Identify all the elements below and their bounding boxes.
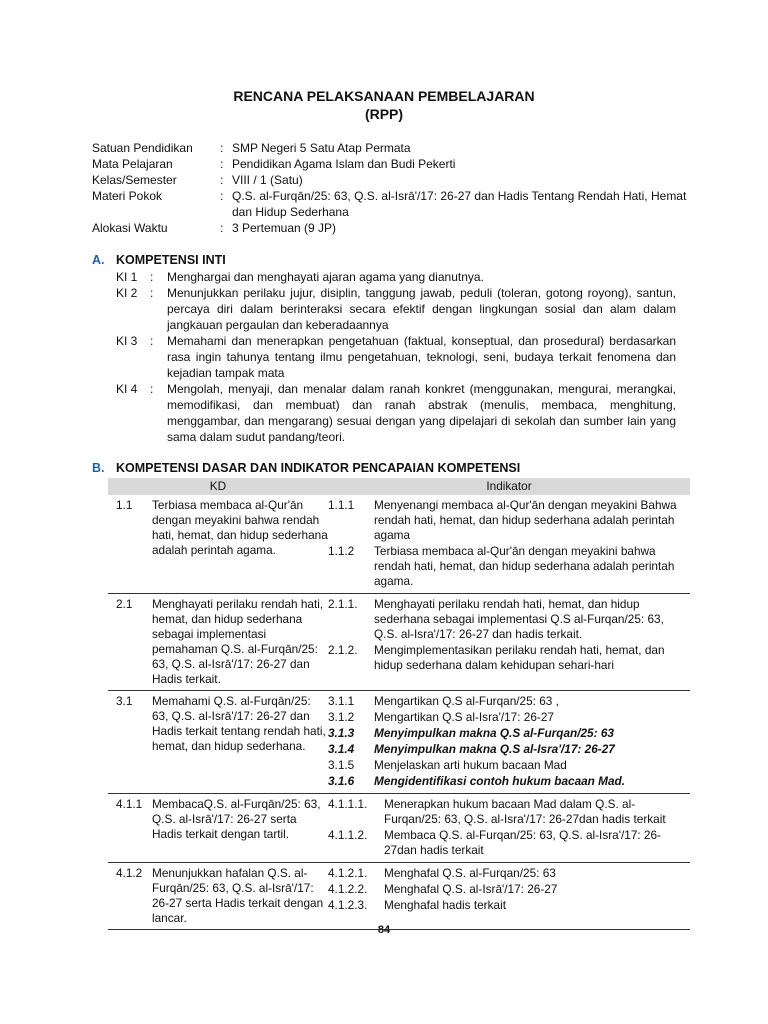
table-row [108, 794, 690, 863]
section-heading-b [92, 461, 520, 475]
meta-value: Pendidikan Agama Islam dan Budi Pekerti [232, 157, 456, 171]
meta-label: Materi Pokok [92, 189, 163, 203]
kd-text: Menghayati perilaku rendah hati, hemat, dan hidup sederhana sebagai implementasi pemahaman Q.S. al-Furqān/25: 63, Q.S. al-Isrā'/17: 26-27 dan Hadis terkait. [152, 594, 328, 691]
indicator-text: Menghafal hadis terkait [384, 898, 506, 912]
indicator-item [328, 758, 690, 773]
indicator-number: 3.1.2 [328, 710, 355, 724]
table-header-row [108, 478, 690, 495]
meta-colon: : [220, 173, 224, 187]
indicator-number: 2.1.1. [328, 597, 358, 611]
indicator-text: Terbiasa membaca al-Qur'ān dengan meyakini bahwa rendah hati, hemat, dan hidup sederhana adalah perintah agama. [374, 544, 675, 588]
section-heading-a [92, 253, 226, 267]
ki-colon: : [150, 334, 154, 348]
ki-colon: : [150, 382, 154, 396]
indicator-number: 4.1.2.1. [328, 866, 368, 880]
indicator-cell [328, 794, 690, 863]
indicator-text: Menghafal Q.S. al-Furqan/25: 63 [384, 866, 556, 880]
indicator-text: Menyenangi membaca al-Qur'ān dengan meyakini Bahwa rendah hati, hemat, dan hidup sederhana adalah perintah agama [374, 498, 677, 542]
ki-text: Menunjukkan perilaku jujur, disiplin, tanggung jawab, peduli (toleran, gotong royong), santun, percaya diri dalam berinteraksi secara efektif dengan lingkungan sosial dan alam dalam jangkauan pergaulan dan keberadaannya [167, 286, 676, 332]
indicator-text: Mengartikan Q.S al-Furqan/25: 63 , [374, 694, 559, 708]
indicator-text: Mengimplementasikan perilaku rendah hati, hemat, dan hidup sederhana dalam kehidupan sehari-hari [374, 643, 665, 672]
indicator-number: 4.1.2.2. [328, 882, 368, 896]
document-subtitle: (RPP) [364, 106, 404, 122]
indicator-number: 1.1.2 [328, 544, 355, 558]
indicator-text: Mengartikan Q.S al-Isra'/17: 26-27 [374, 710, 554, 724]
meta-label: Alokasi Waktu [92, 221, 168, 235]
ki-text: Memahami dan menerapkan pengetahuan (faktual, konseptual, dan prosedural) berdasarkan rasa ingin tahunya tentang ilmu pengetahuan, teknologi, seni, budaya terkait fenomena dan kejadian tampak mata [167, 334, 676, 380]
indicator-cell [328, 691, 690, 794]
indicator-text: Membaca Q.S. al-Furqan/25: 63, Q.S. al-Isra'/17: 26-27dan hadis terkait [384, 828, 661, 857]
ki-label: KI 2 [116, 286, 138, 300]
kd-text: MembacaQ.S. al-Furqān/25: 63, Q.S. al-Isrā'/17: 26-27 serta Hadis terkait dengan tartil. [152, 794, 328, 863]
meta-colon: : [220, 189, 224, 203]
indicator-item [328, 643, 690, 673]
indicator-item [328, 498, 690, 543]
indicator-item [328, 544, 690, 589]
kd-number: 4.1.1 [108, 794, 152, 863]
indicator-item [328, 742, 690, 757]
ki-text: Mengolah, menyaji, dan menalar dalam ranah konkret (menggunakan, mengurai, merangkai, memodifikasi, dan membuat) dan ranah abstrak (menulis, membaca, menghitung, menggambar, dan mengarang) sesuai dengan yang dipelajari di sekolah dan sumber lain yang sama dalam sudut pandang/teori. [167, 382, 676, 444]
page-number: 84 [377, 924, 391, 936]
kd-text: Memahami Q.S. al-Furqān/25: 63, Q.S. al-Isrā'/17: 26-27 dan Hadis terkait tentang rendah hati, hemat, dan hidup sederhana. [152, 691, 328, 794]
indicator-cell [328, 863, 690, 930]
ki-text: Menghargai dan menghayati ajaran agama yang dianutnya. [167, 270, 484, 284]
section-letter: A. [92, 253, 105, 267]
meta-label: Kelas/Semester [92, 173, 177, 187]
indicator-item [328, 797, 690, 827]
section-title: KOMPETENSI INTI [116, 253, 226, 267]
document-title: RENCANA PELAKSANAAN PEMBELAJARAN [233, 88, 535, 104]
indicator-number: 4.1.1.1. [328, 797, 368, 811]
indicator-cell [328, 594, 690, 691]
indicator-text: Mengidentifikasi contoh hukum bacaan Mad. [374, 774, 626, 788]
indicator-number: 2.1.2. [328, 643, 358, 657]
table-header-indikator: Indikator [328, 478, 690, 495]
meta-value: SMP Negeri 5 Satu Atap Permata [232, 141, 411, 155]
indicator-number: 3.1.3 [328, 726, 355, 740]
table-header-kd: KD [108, 478, 328, 495]
kd-number: 1.1 [108, 495, 152, 594]
meta-colon: : [220, 141, 224, 155]
indicator-item [328, 898, 690, 913]
meta-value: Q.S. al-Furqān/25: 63, Q.S. al-Isrā'/17: 26-27 dan Hadis Tentang Rendah Hati, Hemat dan Hidup Sederhana [232, 189, 687, 219]
indicator-item [328, 828, 690, 858]
indicator-text: Menyimpulkan makna Q.S al-Isra'/17: 26-27 [374, 742, 615, 756]
ki-label: KI 3 [116, 334, 138, 348]
indicator-text: Menjelaskan arti hukum bacaan Mad [374, 758, 567, 772]
section-title: KOMPETENSI DASAR DAN INDIKATOR PENCAPAIAN KOMPETENSI [116, 461, 521, 475]
indicator-text: Menyimpulkan makna Q.S al-Furqan/25: 63 [374, 726, 614, 740]
indicator-item [328, 726, 690, 741]
meta-label: Mata Pelajaran [92, 157, 173, 171]
meta-colon: : [220, 221, 224, 235]
indicator-item [328, 694, 690, 709]
indicator-text: Menghayati perilaku rendah hati, hemat, dan hidup sederhana sebagai implementasi Q.S al-Furqan/25: 63, Q.S. al-Isra'/17: 26-27 dan hadis terkait. [374, 597, 664, 641]
ki-colon: : [150, 286, 154, 300]
indicator-item [328, 866, 690, 881]
indicator-number: 4.1.1.2. [328, 828, 368, 842]
section-letter: B. [92, 461, 105, 475]
meta-label: Satuan Pendidikan [92, 141, 193, 155]
ki-label: KI 1 [116, 270, 138, 284]
indicator-item [328, 597, 690, 642]
kd-number: 3.1 [108, 691, 152, 794]
indicator-text: Menerapkan hukum bacaan Mad dalam Q.S. al-Furqan/25: 63, Q.S. al-Isra'/17: 26-27dan hadis terkait [384, 797, 666, 826]
indicator-item [328, 882, 690, 897]
kd-indicator-table [108, 478, 690, 930]
table-row [108, 863, 690, 930]
indicator-item [328, 774, 690, 789]
ki-colon: : [150, 270, 154, 284]
table-row [108, 495, 690, 594]
indicator-number: 1.1.1 [328, 498, 355, 512]
indicator-number: 3.1.6 [328, 774, 355, 788]
meta-value: 3 Pertemuan (9 JP) [232, 221, 337, 235]
indicator-number: 3.1.5 [328, 758, 355, 772]
indicator-cell [328, 495, 690, 594]
kd-number: 4.1.2 [108, 863, 152, 930]
indicator-number: 3.1.4 [328, 742, 355, 756]
ki-label: KI 4 [116, 382, 138, 396]
indicator-number: 4.1.2.3. [328, 898, 368, 912]
kd-text: Menunjukkan hafalan Q.S. al-Furqān/25: 63, Q.S. al-Isrā'/17: 26-27 serta Hadis terkait dengan lancar. [152, 863, 328, 930]
indicator-item [328, 710, 690, 725]
meta-value: VIII / 1 (Satu) [232, 173, 303, 187]
kd-number: 2.1 [108, 594, 152, 691]
indicator-number: 3.1.1 [328, 694, 355, 708]
table-row [108, 594, 690, 691]
kd-text: Terbiasa membaca al-Qur'ān dengan meyakini bahwa rendah hati, hemat, dan hidup sederhana adalah perintah agama. [152, 495, 328, 594]
table-row [108, 691, 690, 794]
meta-colon: : [220, 157, 224, 171]
indicator-text: Menghafal Q.S. al-Isrā'/17: 26-27 [384, 882, 558, 896]
